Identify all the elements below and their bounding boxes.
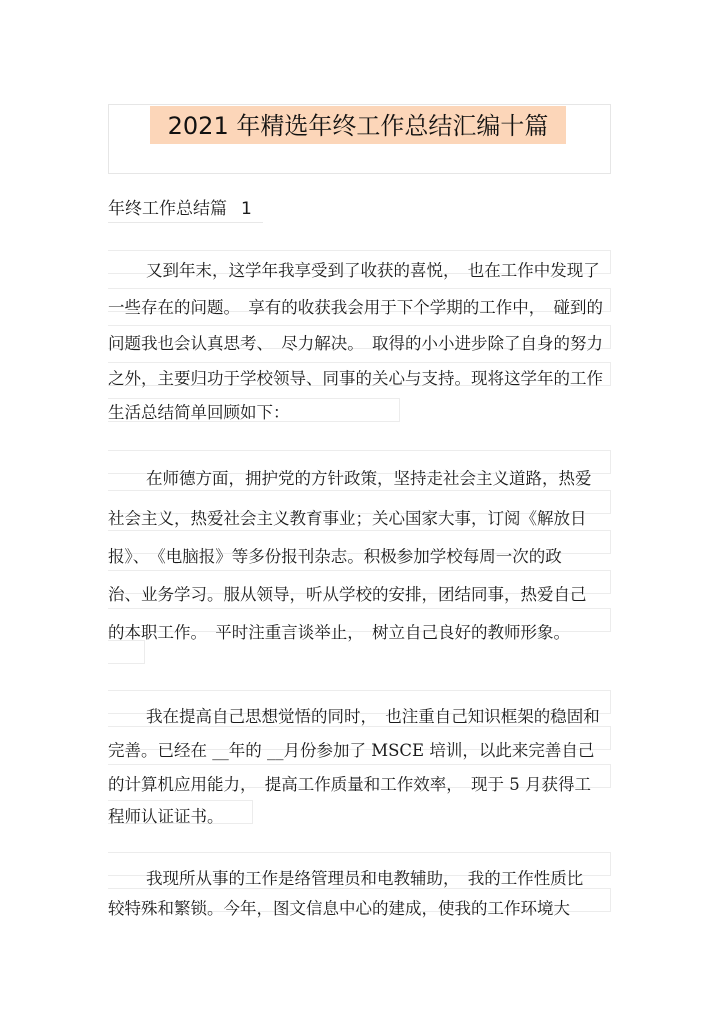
paragraph-line: 生活总结简单回顾如下： [108, 403, 290, 422]
section-number: 1 [241, 199, 252, 219]
paragraph-line: 又到年末，这学年我享受到了收获的喜悦， 也在工作中发现了 [146, 261, 600, 280]
paragraph-line: 治、业务学习。服从领导，听从学校的安排，团结同事，热爱自己 [108, 585, 587, 604]
paragraph-line: 完善。已经在 __年的 __月份参加了 MSCE 培训，以此来完善自己 [108, 741, 595, 760]
paragraph-line: 我在提高自己思想觉悟的同时， 也注重自己知识框架的稳固和 [146, 707, 600, 726]
heading-underline [108, 222, 263, 223]
line-rule [108, 640, 145, 664]
paragraph-line: 报》、 《电脑报》等多份报刊杂志。积极参加学校每周一次的政 [108, 547, 562, 566]
paragraph-line: 程师认证证书。 [108, 807, 224, 826]
paragraph-line: 较特殊和繁锁。今年，图文信息中心的建成，使我的工作环境大 [108, 899, 570, 918]
document-title: 2021 年精选年终工作总结汇编十篇 [167, 112, 549, 140]
paragraph-line: 一些存在的问题。 享有的收获我会用于下个学期的工作中， 碰到的 [108, 298, 603, 317]
paragraph-line: 的计算机应用能力， 提高工作质量和工作效率， 现于 5 月获得工 [108, 775, 591, 794]
paragraph-line: 的本职工作。 平时注重言谈举止， 树立自己良好的教师形象。 [108, 623, 570, 642]
section-heading-text: 年终工作总结篇 [108, 199, 227, 219]
paragraph-line: 之外，主要归功于学校领导、同事的关心与支持。现将这学年的工作 [108, 369, 603, 388]
paragraph-line: 在师德方面，拥护党的方针政策，坚持走社会主义道路，热爱 [146, 469, 592, 488]
paragraph-line: 社会主义，热爱社会主义教育事业；关心国家大事，订阅《解放日 [108, 509, 587, 528]
section-heading [108, 196, 252, 222]
paragraph-line: 问题我也会认真思考、 尽力解决。 取得的小小进步除了自身的努力 [108, 334, 603, 353]
paragraph-line: 我现所从事的工作是络管理员和电教辅助， 我的工作性质比 [146, 869, 584, 888]
